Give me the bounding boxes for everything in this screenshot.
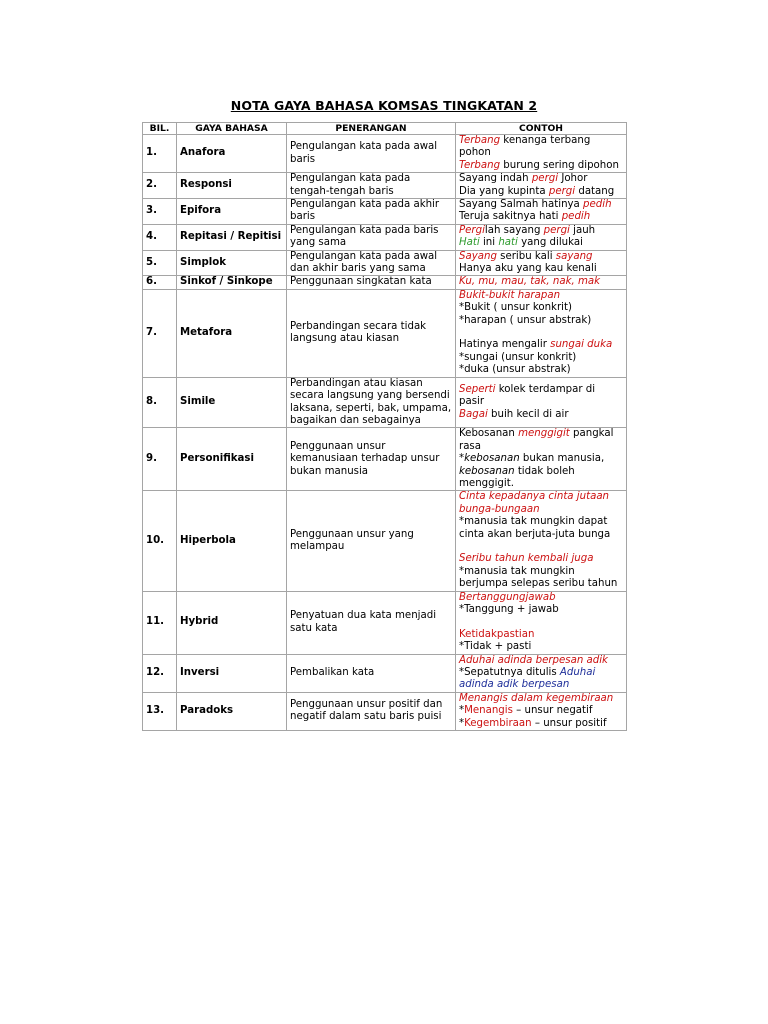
gaya-bahasa-name: Metafora [177, 289, 287, 377]
contoh-segment: Menangis dalam kegembiraan [459, 692, 614, 704]
contoh-cell [456, 428, 627, 491]
gaya-bahasa-name: Hiperbola [177, 491, 287, 591]
contoh-segment: *manusia tak mungkin dapat cinta akan berjuta-juta bunga [459, 516, 611, 540]
contoh-line [459, 553, 623, 565]
contoh-segment: pergi [548, 185, 576, 197]
contoh-line [459, 251, 623, 263]
contoh-segment: pangkal rasa [459, 428, 614, 452]
contoh-cell [456, 491, 627, 591]
contoh-segment: * [459, 705, 465, 717]
contoh-segment: pergi [543, 224, 570, 236]
contoh-line [459, 384, 623, 409]
contoh-segment: * [459, 717, 465, 729]
contoh-line [459, 237, 623, 249]
gaya-bahasa-name: Simile [177, 377, 287, 428]
row-number: 4. [143, 224, 177, 250]
contoh-segment: Sayang Salmah hatinya [459, 199, 584, 211]
contoh-segment: – unsur positif [531, 717, 607, 729]
contoh-cell [456, 173, 627, 199]
row-number: 3. [143, 199, 177, 225]
contoh-segment: Kegembiraan [464, 717, 532, 729]
contoh-segment: burung sering dipohon [500, 159, 619, 171]
penerangan-text: Pembalikan kata [287, 654, 456, 692]
penerangan-text: Penggunaan unsur kemanusiaan terhadap unsur bukan manusia [287, 428, 456, 491]
contoh-segment: Aduhai adinda adik berpesan [459, 667, 596, 691]
contoh-segment: *duka (unsur abstrak) [459, 364, 571, 376]
penerangan-text: Pengulangan kata pada awal baris [287, 135, 456, 173]
contoh-segment: Ketidakpastian [459, 628, 535, 640]
header-penerangan: PENERANGAN [287, 123, 456, 135]
gaya-bahasa-name: Sinkof / Sinkope [177, 276, 287, 289]
contoh-segment: lah sayang [484, 224, 544, 236]
contoh-cell [456, 276, 627, 289]
table-row [143, 135, 627, 173]
contoh-segment: *Sepatutnya ditulis [459, 667, 560, 679]
contoh-line [459, 364, 623, 376]
gaya-bahasa-name: Epifora [177, 199, 287, 225]
page-title: NOTA GAYA BAHASA KOMSAS TINGKATAN 2 [230, 98, 538, 113]
contoh-line [459, 667, 623, 692]
table-row [143, 173, 627, 199]
penerangan-text: Perbandingan secara tidak langsung atau kiasan [287, 289, 456, 377]
row-number: 7. [143, 289, 177, 377]
contoh-segment: datang [575, 185, 615, 197]
contoh-line [459, 211, 623, 223]
table-row [143, 250, 627, 276]
table-row [143, 224, 627, 250]
penerangan-text: Pengulangan kata pada akhir baris [287, 199, 456, 225]
contoh-cell [456, 591, 627, 654]
contoh-segment: Cinta kepadanya cinta jutaan bunga-bungaan [459, 491, 610, 515]
penerangan-text: Pengulangan kata pada tengah-tengah baris [287, 173, 456, 199]
contoh-segment: ini [479, 237, 499, 249]
row-number: 2. [143, 173, 177, 199]
contoh-line [459, 428, 623, 453]
contoh-segment: *manusia tak mungkin berjumpa selepas seribu tahun [459, 565, 618, 590]
contoh-line [459, 409, 623, 421]
header-gaya-bahasa: GAYA BAHASA [177, 123, 287, 135]
contoh-segment: – unsur negatif [512, 705, 593, 717]
contoh-line [459, 453, 623, 465]
contoh-segment: Aduhai adinda berpesan adik [459, 654, 608, 666]
table-row [143, 377, 627, 428]
contoh-cell [456, 250, 627, 276]
header-bil: BIL. [143, 123, 177, 135]
contoh-segment: Seribu tahun kembali juga [459, 553, 594, 565]
contoh-line [459, 655, 623, 667]
contoh-line [459, 705, 623, 717]
contoh-line [459, 186, 623, 198]
contoh-segment: Bukit-bukit harapan [459, 289, 561, 301]
table-row [143, 428, 627, 491]
contoh-line [459, 592, 623, 604]
contoh-line [459, 466, 623, 491]
gaya-bahasa-name: Repitasi / Repitisi [177, 224, 287, 250]
table-row [143, 289, 627, 377]
gaya-bahasa-name: Simplok [177, 250, 287, 276]
contoh-line [459, 173, 623, 185]
contoh-line [459, 290, 623, 302]
contoh-line [459, 225, 623, 237]
contoh-segment: tidak boleh menggigit. [459, 465, 575, 489]
row-number: 5. [143, 250, 177, 276]
contoh-cell [456, 289, 627, 377]
row-number: 12. [143, 654, 177, 692]
table-row [143, 654, 627, 692]
table-row [143, 491, 627, 591]
contoh-segment: *Bukit ( unsur konkrit) [459, 302, 572, 314]
penerangan-text: Pengulangan kata pada awal dan akhir baris yang sama [287, 250, 456, 276]
row-number: 11. [143, 591, 177, 654]
contoh-segment: kebosanan [464, 453, 520, 465]
contoh-line [459, 616, 623, 628]
contoh-segment: Terbang [459, 159, 501, 171]
contoh-segment: seribu kali [496, 250, 556, 262]
gaya-bahasa-name: Anafora [177, 135, 287, 173]
contoh-line [459, 135, 623, 160]
contoh-line [459, 629, 623, 641]
contoh-segment: Ku, mu, mau, tak, nak, mak [459, 276, 601, 288]
contoh-line [459, 339, 623, 351]
contoh-segment: Hati [459, 237, 480, 249]
contoh-segment: yang dilukai [517, 237, 583, 249]
contoh-segment: Hatinya mengalir [459, 339, 551, 351]
contoh-segment: hati [498, 237, 518, 249]
contoh-segment: *harapan ( unsur abstrak) [459, 314, 592, 326]
contoh-line [459, 160, 623, 172]
contoh-segment: Bertanggungjawab [459, 591, 556, 603]
contoh-line [459, 352, 623, 364]
contoh-segment: Hanya aku yang kau kenali [459, 263, 597, 275]
penerangan-text: Penggunaan unsur yang melampau [287, 491, 456, 591]
contoh-cell [456, 224, 627, 250]
contoh-segment: * [459, 453, 465, 465]
contoh-line [459, 641, 623, 653]
contoh-segment: Terbang [459, 135, 501, 146]
gaya-bahasa-name: Inversi [177, 654, 287, 692]
contoh-segment: sungai duka [550, 339, 613, 351]
table-header-row [143, 123, 627, 135]
contoh-line [459, 693, 623, 705]
penerangan-text: Penggunaan unsur positif dan negatif dalam satu baris puisi [287, 692, 456, 730]
contoh-segment: Kebosanan [459, 428, 519, 440]
contoh-segment: Johor [558, 173, 588, 185]
contoh-segment: kenanga terbang pohon [459, 135, 591, 159]
contoh-segment: Seperti [459, 383, 496, 395]
table-row [143, 591, 627, 654]
contoh-segment: Sayang [459, 250, 497, 262]
table-row [143, 199, 627, 225]
contoh-cell [456, 135, 627, 173]
contoh-line [459, 327, 623, 339]
contoh-segment: pergi [531, 173, 559, 185]
table-row [143, 276, 627, 289]
contoh-segment: sayang [555, 250, 593, 262]
contoh-line [459, 199, 623, 211]
contoh-segment: *Tidak + pasti [459, 641, 532, 653]
gaya-bahasa-name: Personifikasi [177, 428, 287, 491]
penerangan-text: Penggunaan singkatan kata [287, 276, 456, 289]
contoh-segment: bukan manusia, [519, 453, 605, 465]
contoh-segment: Menangis [464, 705, 513, 717]
gaya-bahasa-name: Responsi [177, 173, 287, 199]
gaya-bahasa-name: Paradoks [177, 692, 287, 730]
contoh-segment: Dia yang kupinta [459, 185, 549, 197]
contoh-segment: kolek terdampar di pasir [459, 383, 596, 408]
contoh-segment: buih kecil di air [487, 408, 569, 420]
table-row [143, 692, 627, 730]
row-number: 13. [143, 692, 177, 730]
contoh-line [459, 491, 623, 516]
contoh-cell [456, 377, 627, 428]
contoh-cell [456, 692, 627, 730]
row-number: 10. [143, 491, 177, 591]
header-contoh: CONTOH [456, 123, 627, 135]
contoh-segment: jauh [569, 224, 596, 236]
penerangan-text: Perbandingan atau kiasan secara langsung yang bersendi laksana, seperti, bak, umpama, bagaikan dan sebagainya [287, 377, 456, 428]
contoh-line [459, 516, 623, 541]
penerangan-text: Pengulangan kata pada baris yang sama [287, 224, 456, 250]
contoh-cell [456, 199, 627, 225]
contoh-cell [456, 654, 627, 692]
gaya-bahasa-table [142, 122, 627, 731]
contoh-line [459, 718, 623, 730]
row-number: 6. [143, 276, 177, 289]
contoh-line [459, 604, 623, 616]
contoh-segment: Bagai [459, 408, 488, 420]
contoh-segment: pedih [583, 199, 612, 211]
contoh-segment: menggigit [518, 428, 570, 440]
row-number: 8. [143, 377, 177, 428]
contoh-segment: *sungai (unsur konkrit) [459, 351, 577, 363]
contoh-segment: Sayang indah [459, 173, 532, 185]
gaya-bahasa-name: Hybrid [177, 591, 287, 654]
contoh-line [459, 566, 623, 591]
contoh-segment: pedih [561, 211, 591, 223]
row-number: 9. [143, 428, 177, 491]
row-number: 1. [143, 135, 177, 173]
contoh-line [459, 541, 623, 553]
contoh-segment: kebosanan [459, 465, 515, 477]
contoh-line [459, 302, 623, 314]
contoh-line [459, 315, 623, 327]
contoh-segment: *Tanggung + jawab [459, 604, 559, 615]
contoh-segment: Pergi [459, 224, 485, 236]
penerangan-text: Penyatuan dua kata menjadi satu kata [287, 591, 456, 654]
contoh-line [459, 276, 623, 288]
contoh-line [459, 263, 623, 275]
contoh-segment: Teruja sakitnya hati [459, 211, 562, 223]
